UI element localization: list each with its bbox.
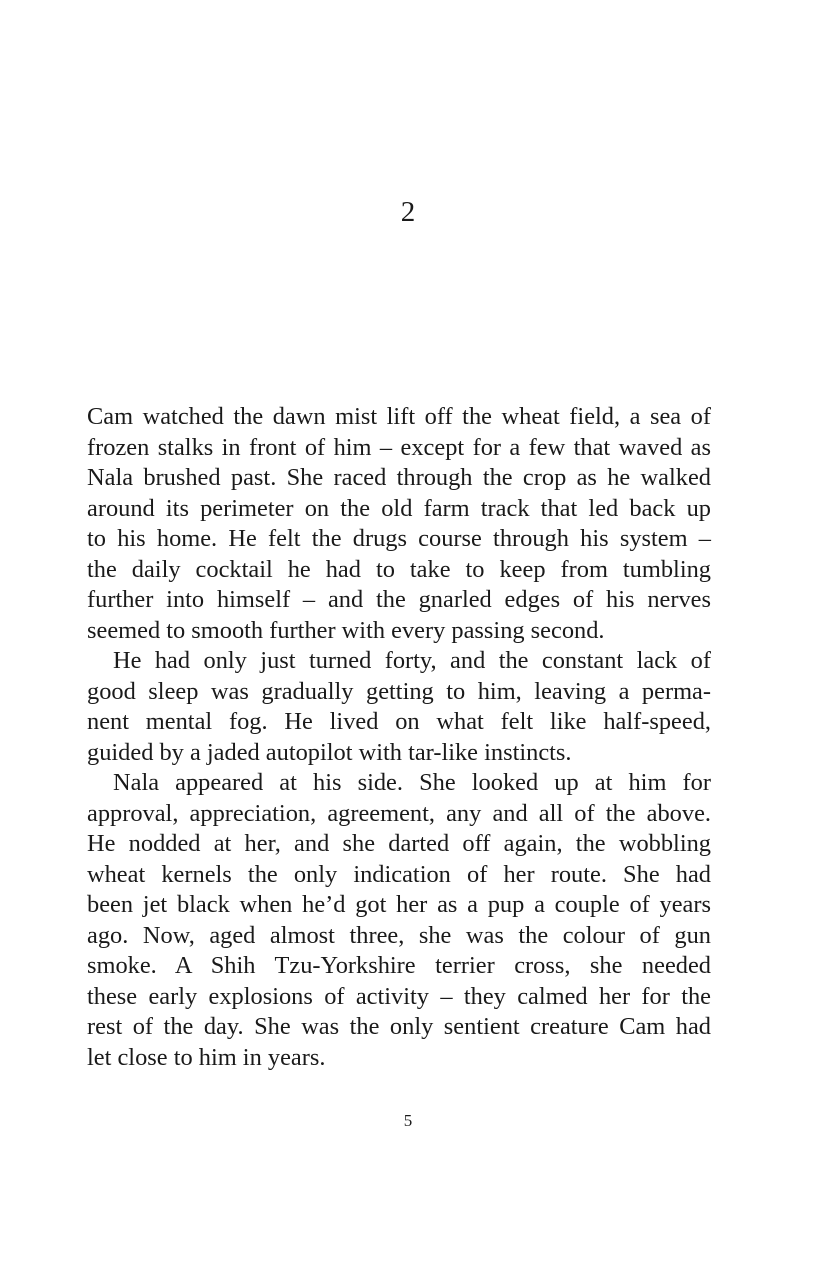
text-line: good sleep was gradually getting to him, leaving a perma- xyxy=(87,677,711,705)
text-line: guided by a jaded autopilot with tar-like instincts. xyxy=(87,738,572,766)
text-line: Nala appeared at his side. She looked up at him for xyxy=(113,769,711,796)
body-text xyxy=(87,402,711,1073)
text-line: around its perimeter on the old farm track that led back up xyxy=(87,494,711,522)
text-line: frozen stalks in front of him – except for a few that waved as xyxy=(87,433,711,461)
paragraph-2 xyxy=(87,646,711,768)
text-line: He nodded at her, and she darted off again, the wobbling xyxy=(87,830,711,857)
text-line: ago. Now, aged almost three, she was the colour of gun xyxy=(87,921,711,949)
text-line: wheat kernels the only indication of her route. She had xyxy=(87,860,711,888)
text-line: rest of the day. She was the only sentient creature Cam had xyxy=(87,1013,711,1040)
text-line: to his home. He felt the drugs course through his system – xyxy=(87,525,711,552)
paragraph-1 xyxy=(87,402,711,646)
paragraph-3 xyxy=(87,768,711,1073)
text-line: Cam watched the dawn mist lift off the wheat field, a sea of xyxy=(87,403,711,430)
text-line: approval, appreciation, agreement, any and all of the above. xyxy=(87,799,711,827)
text-line: the daily cocktail he had to take to keep from tumbling xyxy=(87,555,711,583)
text-line: seemed to smooth further with every passing second. xyxy=(87,616,605,644)
chapter-number: 2 xyxy=(400,196,416,228)
text-line: let close to him in years. xyxy=(87,1043,326,1071)
text-line: He had only just turned forty, and the constant lack of xyxy=(113,647,711,674)
text-line: further into himself – and the gnarled edges of his nerves xyxy=(87,586,711,613)
text-line: these early explosions of activity – they calmed her for the xyxy=(87,982,711,1010)
text-line: nent mental fog. He lived on what felt like half-speed, xyxy=(87,708,711,735)
page-number: 5 xyxy=(403,1111,413,1130)
text-line: smoke. A Shih Tzu-Yorkshire terrier cross, she needed xyxy=(87,952,711,979)
text-line: been jet black when he’d got her as a pup a couple of years xyxy=(87,891,711,918)
text-line: Nala brushed past. She raced through the crop as he walked xyxy=(87,464,711,491)
